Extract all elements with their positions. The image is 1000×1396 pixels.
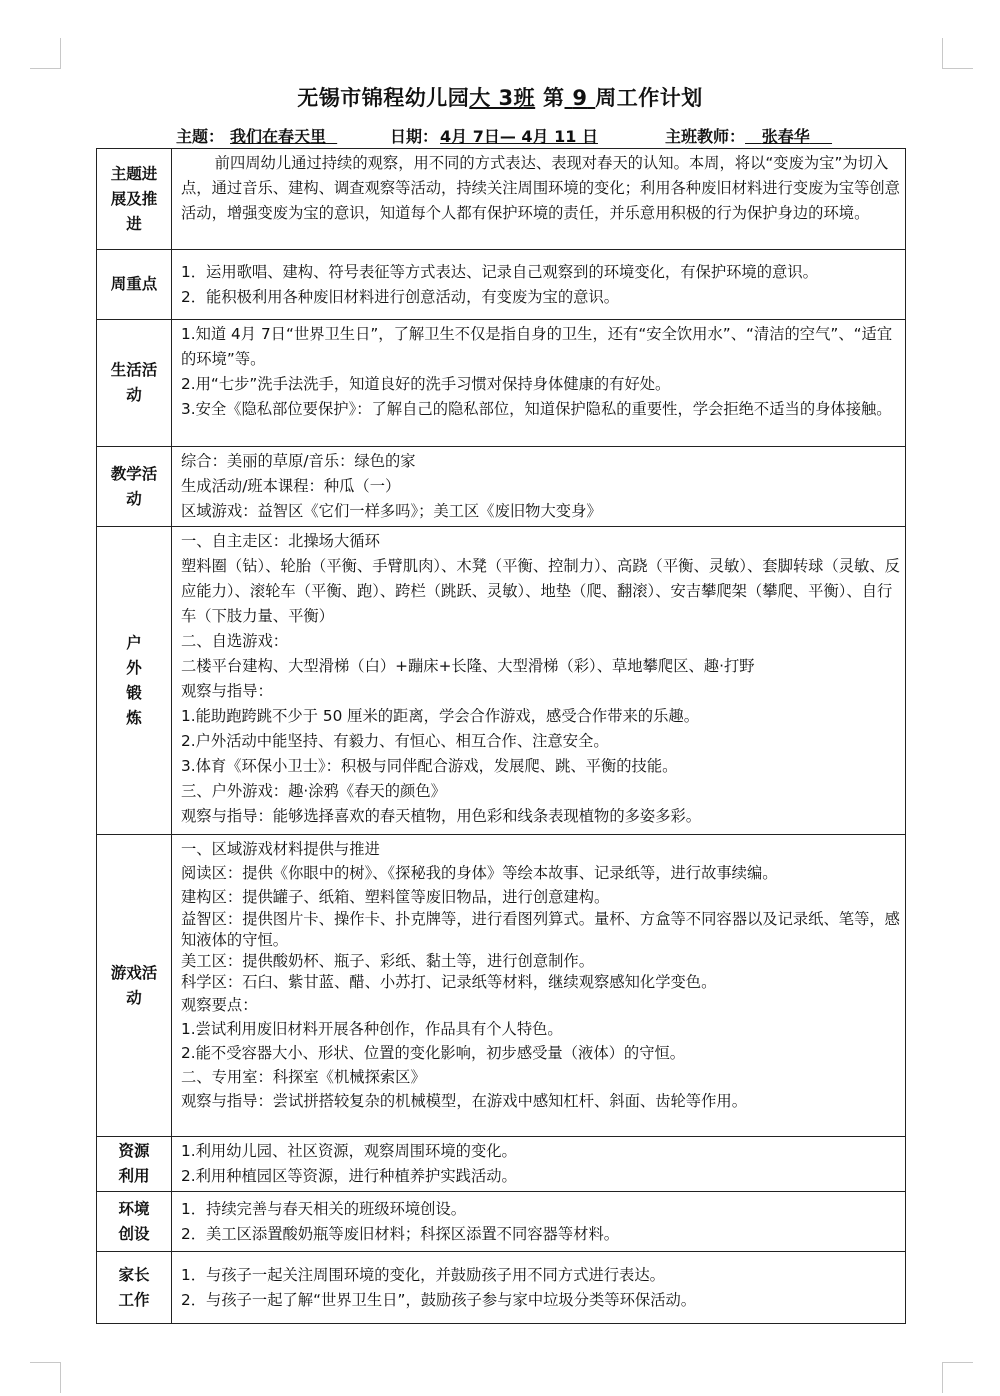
work-plan-table <box>96 148 906 1324</box>
list-item: 1.尝试利用废旧材料开展各种创作，作品具有个人特色。 <box>181 1020 563 1038</box>
list-item: 区域游戏：益智区《它们一样多吗》；美工区《废旧物大变身》 <box>181 502 602 520</box>
list-item: 二、自选游戏： <box>181 632 289 650</box>
list-item: 2．与孩子一起了解“世界卫生日”，鼓励孩子参与家中垃圾分类等环保活动。 <box>181 1290 697 1309</box>
list-item: 1．与孩子一起关注周围环境的变化，并鼓励孩子用不同方式进行表达。 <box>181 1265 665 1284</box>
list-item: 2.能不受容器大小、形状、位置的变化影响，初步感受量（液体）的守恒。 <box>181 1044 686 1062</box>
theme-value: 我们在春天里 <box>230 127 327 146</box>
list-item: 生成活动/班本课程：种瓜（一） <box>181 477 401 495</box>
crop-mark-top-right <box>942 38 973 69</box>
crop-mark-top-left <box>30 38 61 69</box>
list-item: 综合：美丽的草原/音乐：绿色的家 <box>181 452 416 470</box>
row-games <box>97 835 906 1137</box>
row-label: 游戏活动 <box>110 963 158 1007</box>
list-item: 3.体育《环保小卫士》：积极与同伴配合游戏，发展爬、跳、平衡的技能。 <box>181 757 678 775</box>
theme-label: 主题： <box>176 127 225 146</box>
row-label: 户外锻炼 <box>126 633 142 727</box>
list-item: 1.利用幼儿园、社区资源，观察周围环境的变化。 <box>181 1142 517 1160</box>
list-item: 阅读区：提供《你眼中的树》、《探秘我的身体》等绘本故事、记录纸等，进行故事续编。 <box>181 864 778 882</box>
row-teaching <box>97 447 906 527</box>
row-outdoor <box>97 527 906 835</box>
list-item: 2.户外活动中能坚持、有毅力、有恒心、相互合作、注意安全。 <box>181 732 609 750</box>
title-school: 无锡市锦程幼儿园 <box>297 86 470 110</box>
list-item: 二楼平台建构、大型滑梯（白）+蹦床+长隆、大型滑梯（彩）、草地攀爬区、趣·打野 <box>181 657 755 675</box>
list-item: 1.能助跑跨跳不少于 50 厘米的距离，学会合作游戏，感受合作带来的乐趣。 <box>181 707 699 725</box>
list-item: 2．能积极利用各种废旧材料进行创意活动，有变废为宝的意识。 <box>181 287 620 306</box>
date-value: 4月 7日— 4月 11 日 <box>440 127 598 146</box>
list-item: 美工区：提供酸奶杯、瓶子、彩纸、黏土等，进行创意制作。 <box>181 952 595 970</box>
list-item: 科学区：石臼、紫甘蓝、醋、小苏打、记录纸等材料，继续观察感知化学变色。 <box>181 973 717 991</box>
teacher-label: 主班教师： <box>665 127 746 146</box>
info-line <box>176 124 832 147</box>
list-item: 2.利用种植园区等资源，进行种植养护实践活动。 <box>181 1167 517 1185</box>
row-resources <box>97 1137 906 1192</box>
crop-mark-bottom-left <box>30 1362 61 1393</box>
list-item: 一、区域游戏材料提供与推进 <box>181 840 380 858</box>
title-week-number: 9 <box>572 86 588 110</box>
list-item: 观察与指导：尝试拼搭较复杂的机械模型，在游戏中感知杠杆、斜面、齿轮等作用。 <box>181 1092 747 1110</box>
list-item: 建构区：提供罐子、纸箱、塑料筐等废旧物品，进行创意建构。 <box>181 888 610 906</box>
row-environment <box>97 1192 906 1252</box>
title-suffix: 周工作计划 <box>595 86 703 110</box>
row-label: 主题进展及推进 <box>110 164 158 233</box>
list-item: 观察要点： <box>181 996 258 1014</box>
row-label: 环境创设 <box>118 1199 150 1243</box>
title-class: 大 3班 <box>469 86 536 110</box>
list-item: 三、户外游戏：趣·涂鸦《春天的颜色》 <box>181 782 446 800</box>
list-item: 观察与指导：能够选择喜欢的春天植物，用色彩和线条表现植物的多姿多彩。 <box>181 807 702 825</box>
row-label: 资源利用 <box>118 1142 150 1185</box>
list-item: 1．持续完善与春天相关的班级环境创设。 <box>181 1199 467 1218</box>
row-theme-progress <box>97 149 906 250</box>
list-item: 二、专用室：科探室《机械探索区》 <box>181 1068 426 1086</box>
list-item: 3.安全《隐私部位要保护》：了解自己的隐私部位，知道保护隐私的重要性，学会拒绝不适当的身体接触。 <box>181 400 892 418</box>
list-item: 一、自主走区：北操场大循环 <box>181 532 380 550</box>
list-item: 2.用“七步”洗手法洗手，知道良好的洗手习惯对保持身体健康的有好处。 <box>181 375 671 393</box>
list-item: 观察与指导： <box>181 682 273 700</box>
teacher-value: 张春华 <box>761 127 810 146</box>
theme-progress-text: 前四周幼儿通过持续的观察，用不同的方式表达、表现对春天的认知。本周，将以“变废为宝”为切入点，通过音乐、建构、调查观察等活动，持续关注周围环境的变化；利用各种废旧材料进行变废为宝等创意活动，增强变废为宝的意识，知道每个人都有保护环境的责任，并乐意用积极的行为保护身边的环境。 <box>181 154 900 222</box>
row-label: 家长工作 <box>118 1265 150 1309</box>
list-item: 1．运用歌唱、建构、符号表征等方式表达、记录自己观察到的环境变化，有保护环境的意识。 <box>181 262 818 281</box>
list-item: 1.知道 4月 7日“世界卫生日”，了解卫生不仅是指自身的卫生，还有“安全饮用水”、“清洁的空气”、“适宜的环境”等。 <box>181 325 893 368</box>
crop-mark-bottom-right <box>942 1362 973 1393</box>
list-item: 益智区：提供图片卡、操作卡、扑克牌等，进行看图列算式。量杯、方盒等不同容器以及记录纸、笔等，感知液体的守恒。 <box>181 910 900 949</box>
row-parents <box>97 1252 906 1324</box>
date-label: 日期： <box>390 127 439 146</box>
row-label: 教学活动 <box>110 464 158 508</box>
page-title <box>0 82 1000 112</box>
list-item: 2．美工区添置酸奶瓶等废旧材料；科探区添置不同容器等材料。 <box>181 1224 620 1243</box>
row-weekly-focus <box>97 250 906 320</box>
list-item: 塑料圈（钻）、轮胎（平衡、手臂肌肉）、木凳（平衡、控制力）、高跷（平衡、灵敏）、套脚转球（灵敏、反应能力）、滚轮车（平衡、跑）、跨栏（跳跃、灵敏）、地垫（爬、翻滚）、安吉攀爬架（攀爬、平衡）、自行车（下肢力量、平衡） <box>181 557 900 625</box>
row-label: 周重点 <box>110 275 158 293</box>
row-daily-life <box>97 320 906 447</box>
row-label: 生活活动 <box>110 361 158 404</box>
title-week-label: 第 <box>543 86 565 110</box>
